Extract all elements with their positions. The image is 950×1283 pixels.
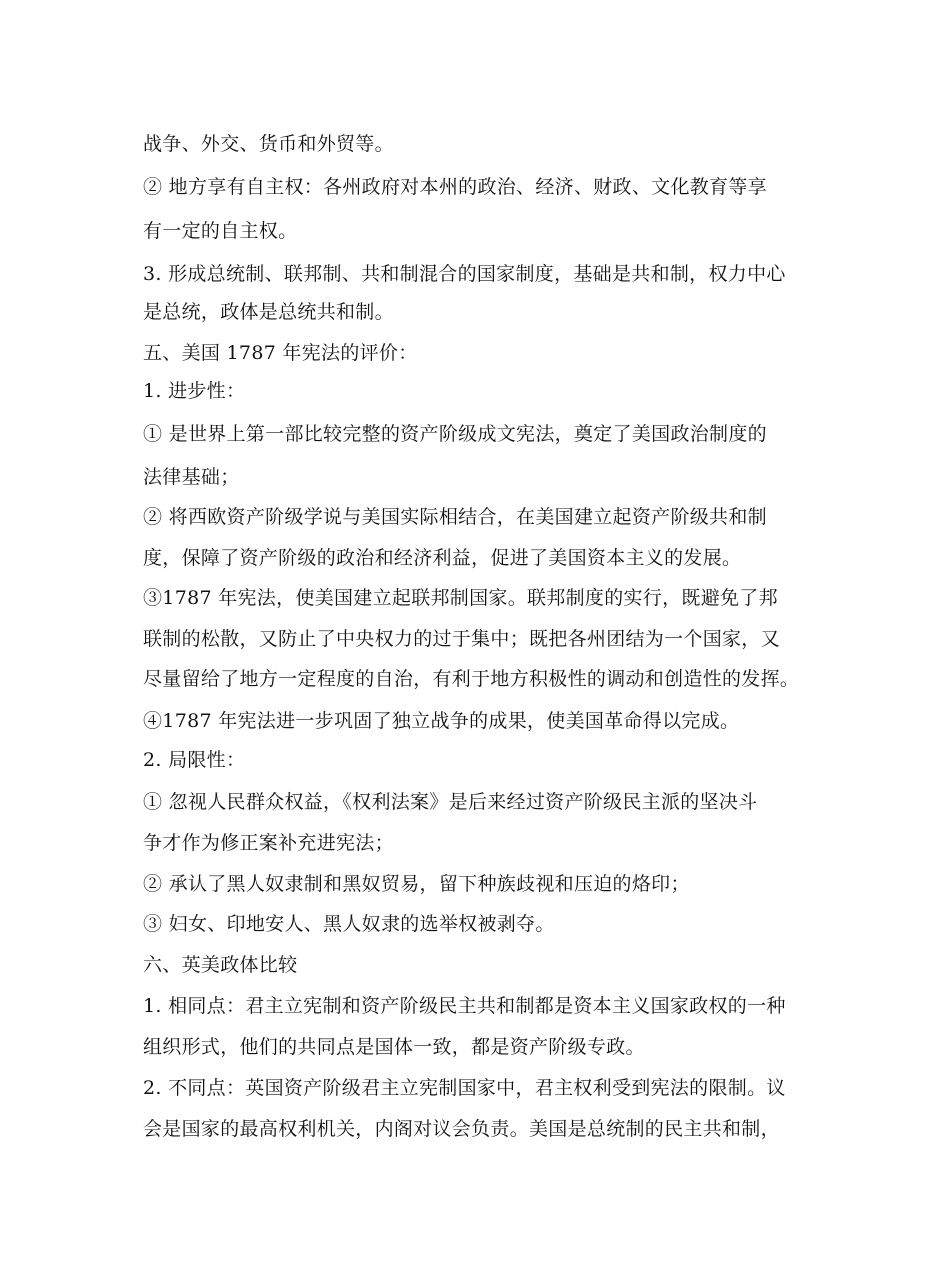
text-line: ③ 妇女、印地安人、黑人奴隶的选举权被剥夺。 — [143, 913, 555, 935]
text-line: 争才作为修正案补充进宪法； — [143, 832, 394, 854]
text-line: ② 将西欧资产阶级学说与美国实际相结合，在美国建立起资产阶级共和制 — [143, 506, 767, 528]
text-line: 度，保障了资产阶级的政治和经济利益，促进了美国资本主义的发展。 — [143, 547, 742, 569]
text-line: 是总统，政体是总统共和制。 — [143, 301, 394, 323]
text-line: ② 承认了黑人奴隶制和黑奴贸易，留下种族歧视和压迫的烙印； — [143, 873, 690, 895]
section-heading: 五、美国 1787 年宪法的评价： — [143, 342, 418, 364]
text-line: 法律基础； — [143, 466, 240, 488]
text-line: ① 忽视人民群众权益，《权利法案》是后来经过资产阶级民主派的坚决斗 — [143, 791, 758, 813]
text-line: 1. 相同点：君主立宪制和资产阶级民主共和制都是资本主义国家政权的一种 — [143, 995, 786, 1017]
subsection-heading: 2. 局限性： — [143, 749, 246, 771]
text-line: 联制的松散，又防止了中央权力的过于集中；既把各州团结为一个国家，又 — [143, 628, 780, 650]
section-heading: 六、英美政体比较 — [143, 954, 298, 976]
text-line: 有一定的自主权。 — [143, 220, 298, 242]
text-line: 2. 不同点：英国资产阶级君主立宪制国家中，君主权利受到宪法的限制。议 — [143, 1077, 786, 1099]
text-line: 组织形式，他们的共同点是国体一致，都是资产阶级专政。 — [143, 1036, 645, 1058]
text-line: ③1787 年宪法，使美国建立起联邦制国家。联邦制度的实行，既避免了邦 — [143, 587, 778, 609]
text-line: ① 是世界上第一部比较完整的资产阶级成文宪法，奠定了美国政治制度的 — [143, 423, 767, 445]
text-line: ② 地方享有自主权：各州政府对本州的政治、经济、财政、文化教育等享 — [143, 176, 767, 198]
text-line: 会是国家的最高权利机关，内阁对议会负责。美国是总统制的民主共和制， — [143, 1118, 780, 1140]
subsection-heading: 1. 进步性： — [143, 380, 246, 402]
text-line: 尽量留给了地方一定程度的自治，有利于地方积极性的调动和创造性的发挥。 — [143, 668, 800, 690]
text-line: ④1787 年宪法进一步巩固了独立战争的成果，使美国革命得以完成。 — [143, 710, 740, 732]
text-line: 战争、外交、货币和外贸等。 — [143, 133, 394, 155]
text-line: 3. 形成总统制、联邦制、共和制混合的国家制度，基础是共和制，权力中心 — [143, 263, 786, 285]
